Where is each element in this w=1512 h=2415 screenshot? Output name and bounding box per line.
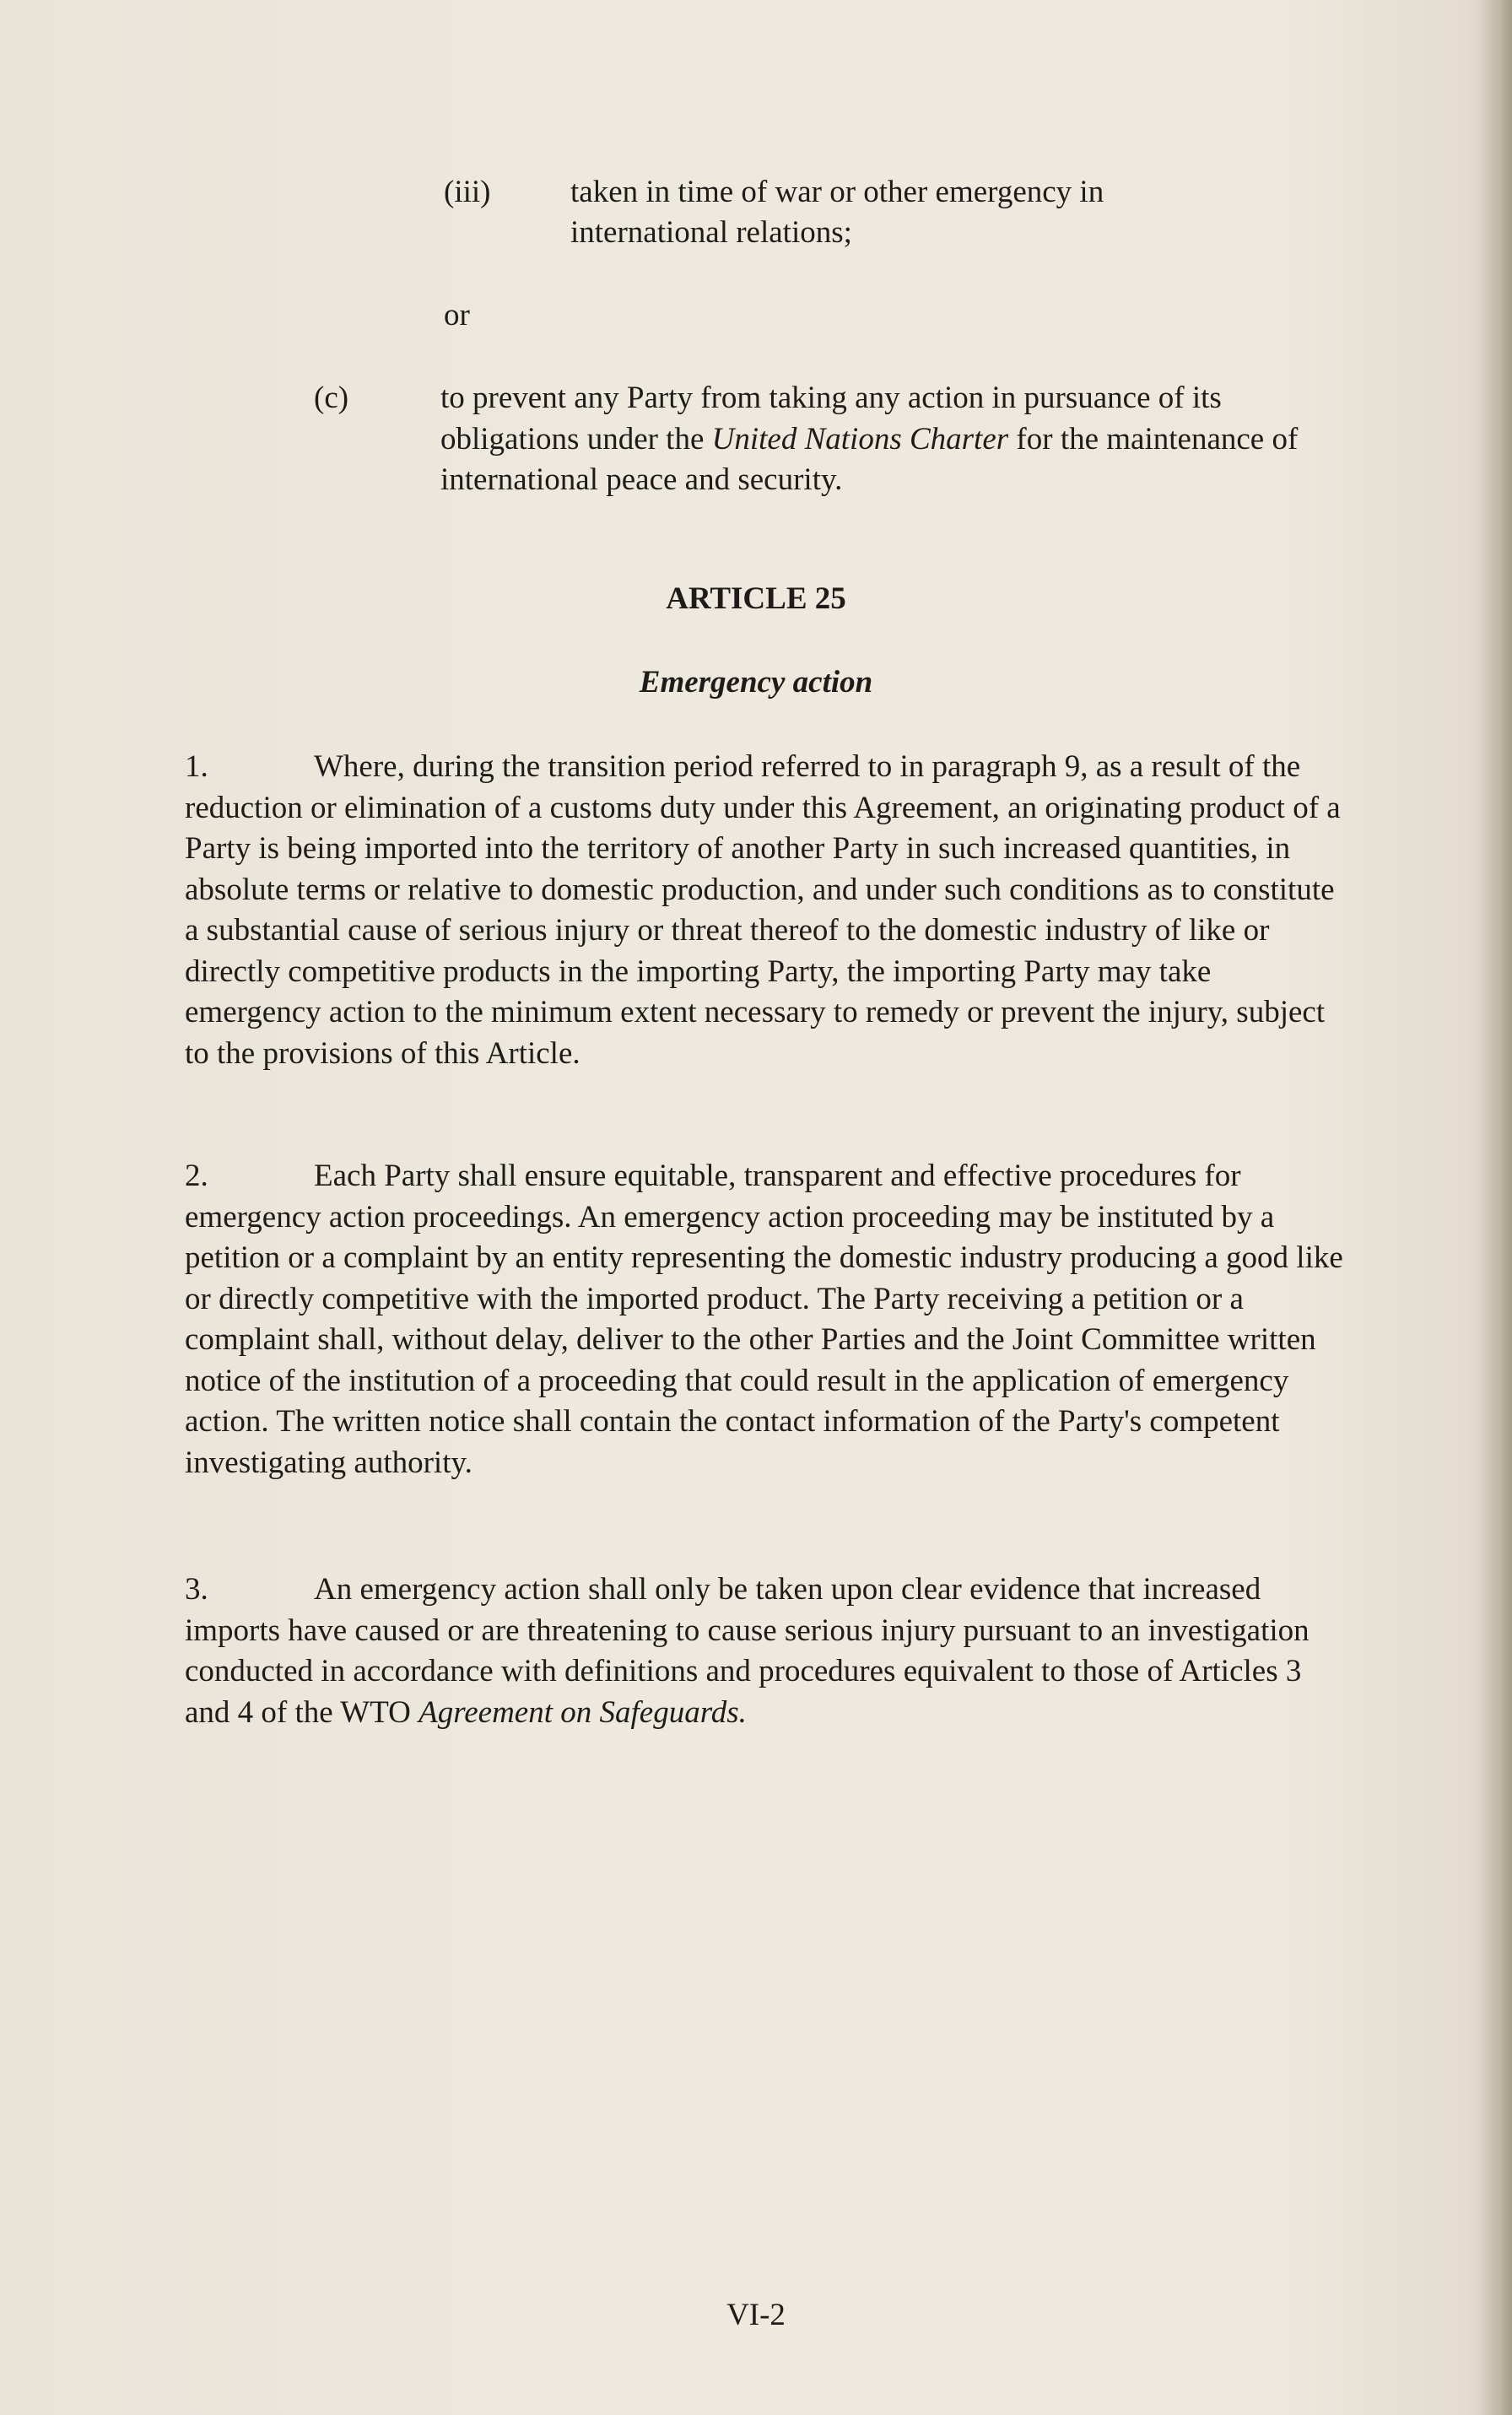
page-number: VI-2 <box>726 2298 786 2332</box>
item-iii-text-line2: international relations; <box>570 215 852 250</box>
paragraph-3 <box>185 1569 1351 1733</box>
item-iii-label: (iii) <box>444 175 491 209</box>
paragraph-3-text-italic: Agreement on Safeguards. <box>418 1694 747 1730</box>
connector-or: or <box>444 298 470 332</box>
paragraph-1 <box>185 747 1351 1074</box>
page-edge-shadow <box>1478 0 1512 2415</box>
paragraph-2 <box>185 1156 1351 1483</box>
article-subtitle: Emergency action <box>639 665 873 700</box>
item-c-text <box>440 378 1352 501</box>
item-c-text-after: for the maintenance of international peace and security. <box>440 421 1299 497</box>
paragraph-2-number: 2. <box>185 1159 208 1193</box>
paragraph-1-text: Where, during the transition period referred to in paragraph 9, as a result of the reduction or elimination of a customs duty under this Agreement, an originating product of a Party is being imported into the territory of another Party in such increased quantities, in absolute terms or relative to domestic production, and under such conditions as to constitute a substantial cause of serious injury or threat thereof to the domestic industry of like or directly competitive products in the importing Party, the importing Party may take emergency action to the minimum extent necessary to remedy or prevent the injury, subject to the provisions of this Article. <box>185 749 1341 1071</box>
item-c-text-before: to prevent any Party from taking any action in pursuance of its obligations under the <box>440 381 1222 457</box>
paragraph-2-text: Each Party shall ensure equitable, transparent and effective procedures for emergency action proceedings. An emergency action proceeding may be instituted by a petition or a complaint by an entity representing the domestic industry producing a good like or directly competitive with the imported product. The Party receiving a petition or a complaint shall, without delay, deliver to the other Parties and the Joint Committee written notice of the institution of a proceeding that could result in the application of emergency action. The written notice shall contain the contact information of the Party's competent investigating authority. <box>185 1159 1343 1480</box>
article-title: ARTICLE 25 <box>666 581 846 616</box>
paragraph-1-number: 1. <box>185 749 208 784</box>
paragraph-3-number: 3. <box>185 1572 208 1607</box>
item-c-label: (c) <box>314 381 349 415</box>
item-iii-text-line1: taken in time of war or other emergency in <box>570 175 1104 209</box>
item-c-text-italic: United Nations Charter <box>711 421 1009 457</box>
paragraph-3-text-before: An emergency action shall only be taken upon clear evidence that increased imports have caused or are threatening to cause serious injury pursuant to an investigation conducted in accordance with definitions and procedures equivalent to those of Articles 3 and 4 of the WTO <box>185 1572 1310 1730</box>
